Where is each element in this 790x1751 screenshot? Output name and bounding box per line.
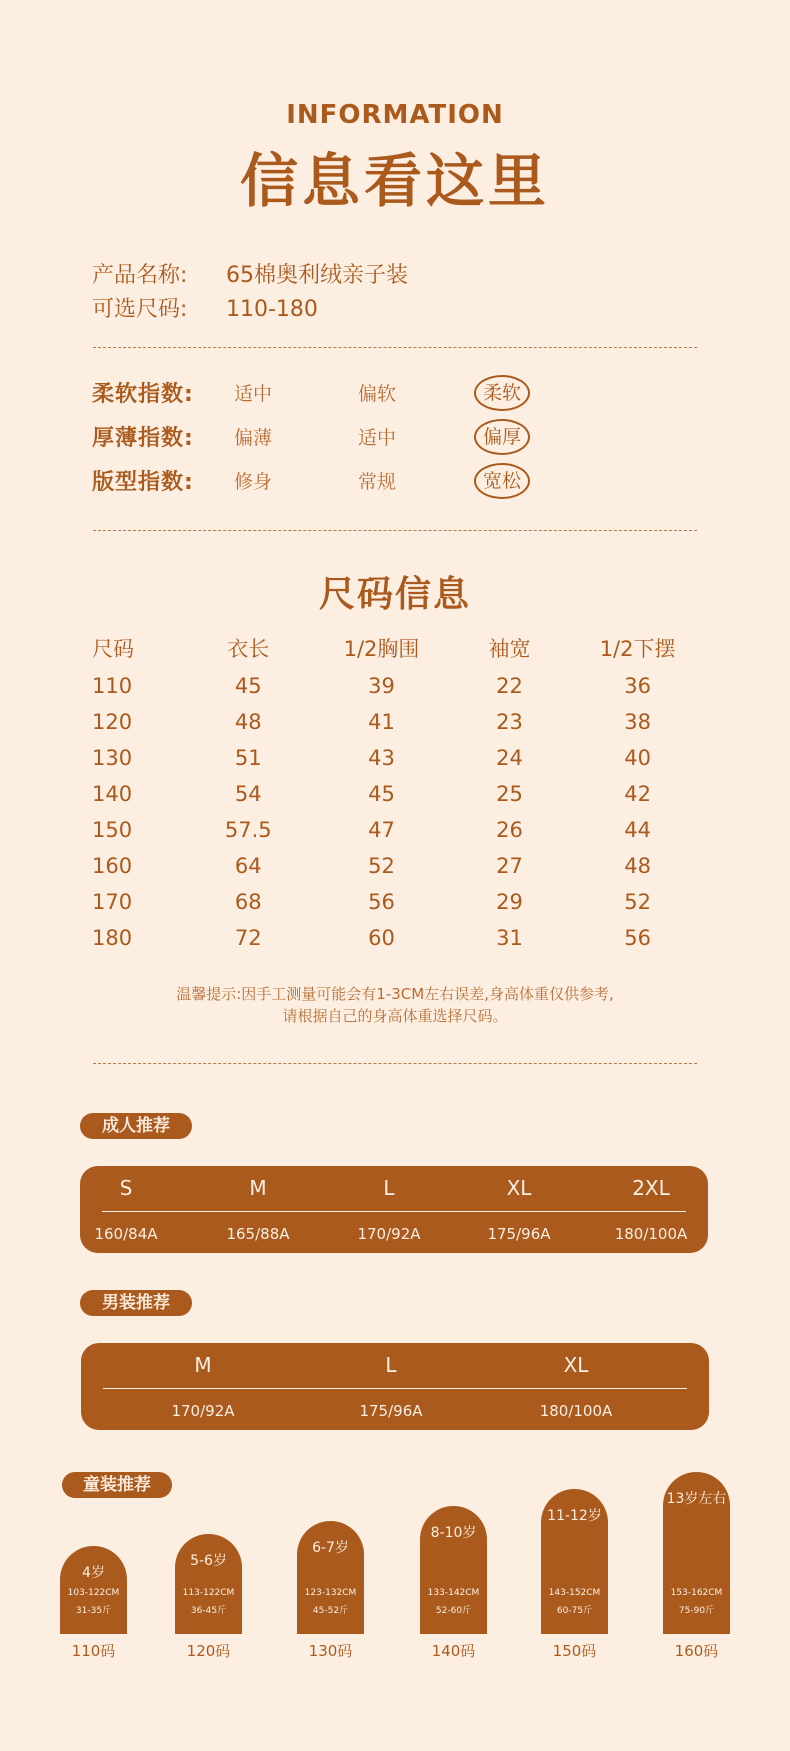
table-row — [80, 776, 720, 812]
kid-size-arch — [420, 1506, 487, 1634]
table-cell: 48 — [624, 854, 651, 878]
index-selected-badge: 偏厚 — [474, 419, 530, 455]
table-cell: 52 — [368, 854, 395, 878]
kid-size-arch — [297, 1521, 364, 1634]
table-cell: 140 — [92, 782, 133, 806]
kid-size-code: 110码 — [71, 1642, 116, 1660]
chinese-title: 信息看这里 — [239, 147, 550, 215]
table-cell: 56 — [624, 926, 651, 950]
table-cell: 24 — [496, 746, 523, 770]
column-header: 1/2下摆 — [599, 637, 676, 661]
size-label: L — [385, 1353, 397, 1377]
size-spec: 160/84A — [94, 1225, 158, 1243]
men-size-card — [81, 1343, 709, 1430]
table-cell: 23 — [496, 710, 523, 734]
table-row — [80, 704, 720, 740]
size-spec: 170/92A — [357, 1225, 421, 1243]
index-option: 适中 — [358, 427, 397, 449]
table-cell: 25 — [496, 782, 523, 806]
kid-size-code: 160码 — [674, 1642, 719, 1660]
table-cell: 31 — [496, 926, 523, 950]
index-label: 厚薄指数: — [92, 426, 194, 451]
table-cell: 150 — [92, 818, 133, 842]
table-cell: 57.5 — [224, 818, 272, 842]
kid-age: 6-7岁 — [312, 1540, 349, 1556]
size-spec: 175/96A — [487, 1225, 551, 1243]
kid-height: 143-152CM — [548, 1588, 601, 1598]
table-cell: 45 — [234, 674, 262, 698]
divider — [93, 530, 697, 531]
table-cell: 26 — [496, 818, 523, 842]
table-cell: 29 — [496, 890, 523, 914]
table-cell: 27 — [496, 854, 523, 878]
size-label: L — [383, 1176, 395, 1200]
size-table-title: 尺码信息 — [318, 574, 471, 615]
kid-size-arch — [175, 1534, 242, 1634]
kid-height: 123-132CM — [304, 1588, 357, 1598]
kid-age: 5-6岁 — [190, 1553, 227, 1569]
size-label: S — [119, 1176, 133, 1200]
size-spec: 170/92A — [171, 1402, 235, 1420]
table-row — [80, 920, 720, 956]
table-cell: 160 — [92, 854, 133, 878]
table-cell: 60 — [368, 926, 395, 950]
table-cell: 54 — [234, 782, 262, 806]
product-size-label: 可选尺码: — [92, 297, 188, 322]
kid-weight: 31-35斤 — [75, 1606, 112, 1616]
fit-index-row — [92, 461, 592, 497]
kid-weight: 52-60斤 — [435, 1606, 472, 1616]
product-name-value: 65棉奥利绒亲子装 — [226, 263, 408, 288]
size-table-header — [80, 628, 720, 668]
note-line-2: 请根据自己的身高体重选择尺码。 — [282, 1007, 508, 1025]
card-divider — [103, 1388, 687, 1389]
softness-index-row — [92, 373, 592, 409]
kid-size-code: 140码 — [431, 1642, 476, 1660]
size-label: XL — [563, 1353, 589, 1377]
table-cell: 56 — [368, 890, 395, 914]
table-cell: 120 — [92, 710, 133, 734]
divider — [93, 1063, 697, 1064]
product-size-value: 110-180 — [226, 297, 318, 322]
column-header: 尺码 — [92, 637, 134, 661]
size-label: 2XL — [632, 1176, 670, 1200]
product-name-row — [92, 258, 408, 289]
table-cell: 52 — [624, 890, 651, 914]
kid-height: 113-122CM — [182, 1588, 235, 1598]
table-cell: 68 — [234, 890, 262, 914]
table-cell: 64 — [234, 854, 262, 878]
table-cell: 22 — [496, 674, 523, 698]
size-label: M — [249, 1176, 267, 1200]
index-label: 柔软指数: — [92, 382, 194, 407]
table-cell: 72 — [234, 926, 262, 950]
adult-size-card — [80, 1166, 708, 1253]
size-spec: 180/100A — [614, 1225, 688, 1243]
index-selected-badge: 宽松 — [474, 463, 530, 499]
table-cell: 40 — [624, 746, 651, 770]
table-cell: 45 — [368, 782, 395, 806]
table-cell: 38 — [624, 710, 651, 734]
table-cell: 42 — [624, 782, 651, 806]
index-option: 常规 — [358, 471, 397, 493]
size-label: XL — [506, 1176, 532, 1200]
kid-weight: 75-90斤 — [678, 1606, 715, 1616]
table-cell: 110 — [92, 674, 133, 698]
size-label: M — [194, 1353, 212, 1377]
men-recommend-label: 男装推荐 — [80, 1290, 192, 1316]
size-spec: 175/96A — [359, 1402, 423, 1420]
table-cell: 39 — [368, 674, 395, 698]
size-spec: 165/88A — [226, 1225, 290, 1243]
table-cell: 51 — [234, 746, 262, 770]
kid-age: 8-10岁 — [430, 1525, 477, 1541]
size-spec: 180/100A — [539, 1402, 613, 1420]
table-row — [80, 740, 720, 776]
kid-size-arch — [663, 1472, 730, 1634]
table-cell: 180 — [92, 926, 133, 950]
card-divider — [102, 1211, 686, 1212]
kid-weight: 36-45斤 — [190, 1606, 227, 1616]
table-cell: 43 — [368, 746, 395, 770]
index-option: 适中 — [234, 383, 273, 405]
kid-size-code: 120码 — [186, 1642, 231, 1660]
kid-weight: 45-52斤 — [312, 1606, 349, 1616]
product-size-row — [92, 292, 318, 323]
kid-height: 153-162CM — [670, 1588, 723, 1598]
kid-weight: 60-75斤 — [556, 1606, 593, 1616]
kid-age: 13岁左右 — [666, 1491, 727, 1507]
table-row — [80, 848, 720, 884]
index-option: 偏薄 — [234, 427, 273, 449]
table-cell: 41 — [368, 710, 395, 734]
table-cell: 47 — [368, 818, 395, 842]
divider — [93, 347, 697, 348]
kid-age: 4岁 — [82, 1565, 105, 1581]
table-row — [80, 668, 720, 704]
index-option: 偏软 — [358, 383, 397, 405]
column-header: 衣长 — [227, 637, 270, 661]
table-cell: 36 — [624, 674, 651, 698]
note-line-1: 温馨提示:因手工测量可能会有1-3CM左右误差,身高体重仅供参考, — [176, 985, 614, 1003]
kid-size-code: 150码 — [552, 1642, 597, 1660]
index-label: 版型指数: — [92, 470, 194, 495]
english-title: INFORMATION — [286, 100, 504, 130]
table-row — [80, 884, 720, 920]
kid-size-code: 130码 — [308, 1642, 353, 1660]
table-cell: 44 — [624, 818, 651, 842]
adult-recommend-label: 成人推荐 — [80, 1113, 192, 1139]
index-selected-badge: 柔软 — [474, 375, 530, 411]
column-header: 袖宽 — [488, 637, 531, 661]
size-table — [80, 628, 720, 956]
column-header: 1/2胸围 — [343, 637, 420, 661]
product-name-label: 产品名称: — [92, 263, 188, 288]
kid-height: 133-142CM — [427, 1588, 480, 1598]
kid-age: 11-12岁 — [547, 1508, 602, 1524]
table-cell: 130 — [92, 746, 133, 770]
table-cell: 48 — [234, 710, 262, 734]
kid-size-arch — [541, 1489, 608, 1634]
index-option: 修身 — [234, 471, 273, 493]
table-row — [80, 812, 720, 848]
thickness-index-row — [92, 417, 592, 453]
kid-height: 103-122CM — [67, 1588, 120, 1598]
table-cell: 170 — [92, 890, 133, 914]
kid-size-arch — [60, 1546, 127, 1634]
kids-recommend-label: 童装推荐 — [62, 1472, 172, 1498]
